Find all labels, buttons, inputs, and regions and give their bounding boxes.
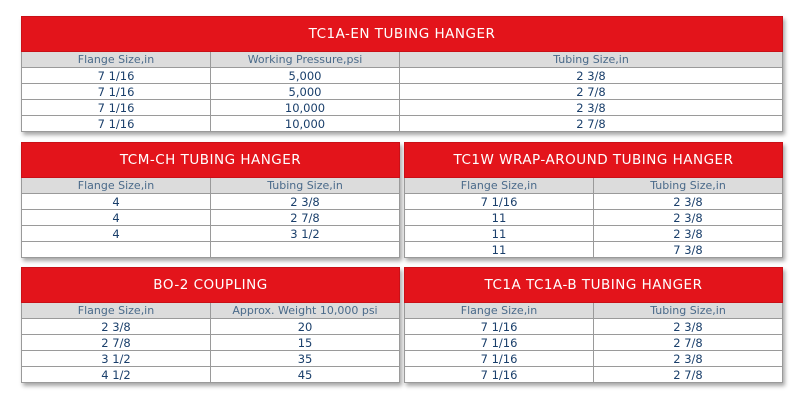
table-cell: 4 (22, 194, 211, 210)
table-cell: 2 7/8 (400, 84, 783, 100)
table-row (405, 242, 783, 258)
column-header: Tubing Size,in (594, 178, 783, 194)
table-cell: 10,000 (211, 100, 400, 116)
table-row (405, 335, 783, 351)
table-cell: 2 7/8 (22, 335, 211, 351)
column-header: Flange Size,in (22, 178, 211, 194)
table-cell: 7 1/16 (22, 116, 211, 132)
tcm-ch-tubing-hanger-table (21, 142, 400, 258)
table-row (405, 210, 783, 226)
column-header: Working Pressure,psi (211, 52, 400, 68)
table-cell: 35 (211, 351, 400, 367)
table-title: TC1W WRAP-AROUND TUBING HANGER (405, 143, 783, 178)
table-cell: 2 3/8 (22, 319, 211, 335)
table-cell: 2 7/8 (594, 367, 783, 383)
column-header: Tubing Size,in (211, 178, 400, 194)
table-cell (22, 242, 211, 258)
table-row (22, 84, 783, 100)
column-header: Tubing Size,in (594, 303, 783, 319)
table-cell: 2 7/8 (400, 116, 783, 132)
table-row (22, 100, 783, 116)
table-cell: 3 1/2 (22, 351, 211, 367)
column-header: Flange Size,in (405, 178, 594, 194)
table-title: TC1A TC1A-B TUBING HANGER (405, 268, 783, 303)
table-cell: 11 (405, 210, 594, 226)
table-cell: 2 3/8 (594, 351, 783, 367)
table-row (22, 226, 400, 242)
table-cell: 3 1/2 (211, 226, 400, 242)
table-cell: 15 (211, 335, 400, 351)
table-cell: 7 3/8 (594, 242, 783, 258)
table-cell: 2 3/8 (594, 210, 783, 226)
table-title: TCM-CH TUBING HANGER (22, 143, 400, 178)
table-cell (211, 242, 400, 258)
table-cell: 20 (211, 319, 400, 335)
table-row (22, 351, 400, 367)
tc1a-en-tubing-hanger-table (21, 16, 783, 132)
table-row (22, 242, 400, 258)
table-cell: 2 3/8 (211, 194, 400, 210)
table-cell: 7 1/16 (22, 68, 211, 84)
table-row (22, 116, 783, 132)
table-cell: 11 (405, 226, 594, 242)
table-cell: 2 3/8 (400, 68, 783, 84)
table-cell: 7 1/16 (405, 194, 594, 210)
table-cell: 11 (405, 242, 594, 258)
table-cell: 4 (22, 210, 211, 226)
column-header: Approx. Weight 10,000 psi (211, 303, 400, 319)
table-row (22, 68, 783, 84)
column-header: Flange Size,in (405, 303, 594, 319)
table-cell: 4 (22, 226, 211, 242)
table-cell: 4 1/2 (22, 367, 211, 383)
table-cell: 7 1/16 (405, 351, 594, 367)
table-row (405, 194, 783, 210)
table-title: BO-2 COUPLING (22, 268, 400, 303)
table-cell: 2 3/8 (594, 319, 783, 335)
table-row (22, 335, 400, 351)
table-cell: 2 7/8 (211, 210, 400, 226)
table-cell: 7 1/16 (22, 84, 211, 100)
table-cell: 45 (211, 367, 400, 383)
table-cell: 10,000 (211, 116, 400, 132)
column-header: Tubing Size,in (400, 52, 783, 68)
table-row (22, 319, 400, 335)
table-row (405, 319, 783, 335)
table-row (405, 226, 783, 242)
table-cell: 7 1/16 (405, 335, 594, 351)
table-row (22, 210, 400, 226)
bo-2-coupling-table (21, 267, 400, 383)
table-row (22, 194, 400, 210)
table-cell: 7 1/16 (405, 319, 594, 335)
table-cell: 2 7/8 (594, 335, 783, 351)
table-cell: 7 1/16 (405, 367, 594, 383)
table-cell: 5,000 (211, 68, 400, 84)
table-row (405, 351, 783, 367)
table-row (405, 367, 783, 383)
table-cell: 2 3/8 (594, 226, 783, 242)
table-title: TC1A-EN TUBING HANGER (22, 17, 783, 52)
column-header: Flange Size,in (22, 52, 211, 68)
tc1a-tc1a-b-tubing-hanger-table (404, 267, 783, 383)
table-cell: 7 1/16 (22, 100, 211, 116)
table-cell: 5,000 (211, 84, 400, 100)
table-cell: 2 3/8 (400, 100, 783, 116)
table-cell: 2 3/8 (594, 194, 783, 210)
column-header: Flange Size,in (22, 303, 211, 319)
table-row (22, 367, 400, 383)
tc1w-wrap-around-tubing-hanger-table (404, 142, 783, 258)
